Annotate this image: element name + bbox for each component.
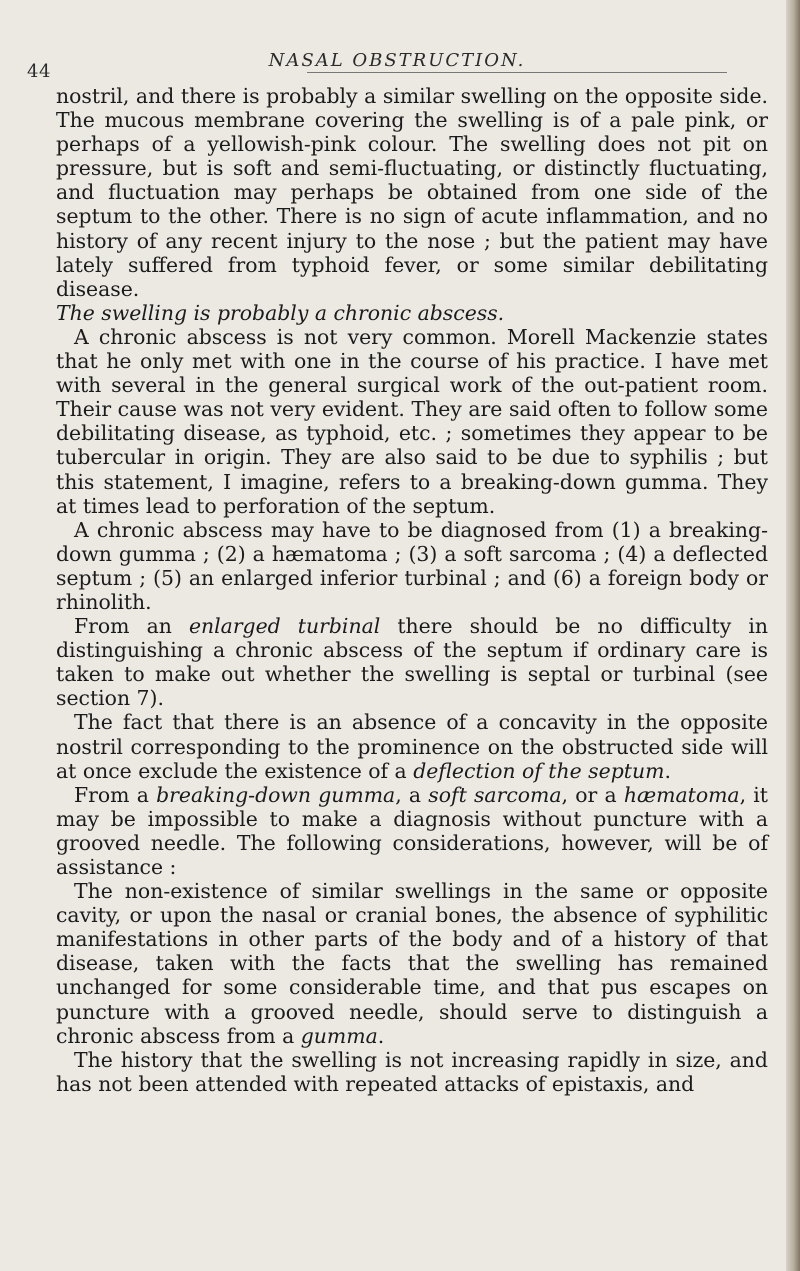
- text-run: , a: [395, 782, 429, 807]
- italic-term: deflection of the septum: [413, 758, 665, 783]
- page-number: 44: [27, 61, 51, 82]
- page-binding-edge: [786, 0, 800, 1271]
- text-run: , or a: [561, 782, 624, 807]
- paragraph: [56, 614, 768, 710]
- italic-diagnosis-line: The swelling is probably a chronic abscess.: [56, 300, 505, 325]
- paragraph: [56, 783, 768, 879]
- text-run: From an: [74, 614, 189, 639]
- italic-term: soft sarcoma: [428, 782, 562, 807]
- text-run: there should be no difficulty in distinguishing a chronic abscess of the septum if ordinary care is taken to make out whether the swelling is septal or turbinal (see section 7).: [56, 614, 768, 711]
- text-run: From a: [74, 782, 157, 807]
- italic-term: enlarged turbinal: [188, 614, 381, 639]
- text-run: .: [664, 758, 671, 783]
- text-run: .: [377, 1023, 385, 1048]
- page-header: [27, 50, 767, 80]
- header-rule: [307, 72, 727, 73]
- italic-term: gumma: [300, 1023, 378, 1048]
- text-run: , it may be impossible to make a diagnosis without puncture with a grooved needle. The following considerations, however, will be of assistance :: [56, 782, 768, 879]
- running-title: NASAL OBSTRUCTION.: [268, 50, 526, 71]
- body-text: [56, 84, 768, 1096]
- paragraph: The history that the swelling is not increasing rapidly in size, and has not been attended with repeated attacks of epistaxis, and: [56, 1047, 768, 1096]
- text-run: The non-existence of similar swellings in the same or opposite cavity, or upon the nasal or cranial bones, the absence of syphilitic manifestations in other parts of the body and of a history of that disease, taken with the facts that the swelling has remained unchanged for some considerable time, and that pus escapes on puncture with a grooved needle, should serve to distinguish a chronic abscess from a: [56, 879, 768, 1048]
- paragraph: [56, 879, 768, 1048]
- paragraph: A chronic abscess may have to be diagnosed from (1) a breaking-down gumma ; (2) a hæmatoma ; (3) a soft sarcoma ; (4) a deflected septum ; (5) an enlarged inferior turbinal ; and (6) a foreign body or rhinolith.: [56, 517, 768, 614]
- italic-term: breaking-down gumma: [156, 782, 396, 807]
- italic-term: hæmatoma: [623, 782, 740, 807]
- paragraph: A chronic abscess is not very common. Morell Mackenzie states that he only met with one in the course of his practice. I have met with several in the general surgical work of the out-patient room. Their cause was not very evident. They are said often to follow some debilitating disease, as typhoid, etc. ; sometimes they appear to be tubercular in origin. They are also said to be due to syphilis ; but this statement, I imagine, refers to a breaking-down gumma. They at times lead to perforation of the septum.: [56, 324, 768, 518]
- paragraph: nostril, and there is probably a similar swelling on the opposite side. The mucous membrane covering the swelling is of a pale pink, or perhaps of a yellowish-pink colour. The swelling does not pit on pressure, but is soft and semi-fluctuating, or distinctly fluctuating, and fluctuation may perhaps be obtained from one side of the septum to the other. There is no sign of acute inflammation, and no history of any recent injury to the nose ; but the patient may have lately suffered from typhoid fever, or some similar debilitating disease.: [56, 84, 768, 301]
- text-run: The fact that there is an absence of a concavity in the opposite nostril corresponding to the prominence on the obstructed side will at once exclude the existence of a: [56, 710, 768, 783]
- paragraph: [56, 710, 768, 782]
